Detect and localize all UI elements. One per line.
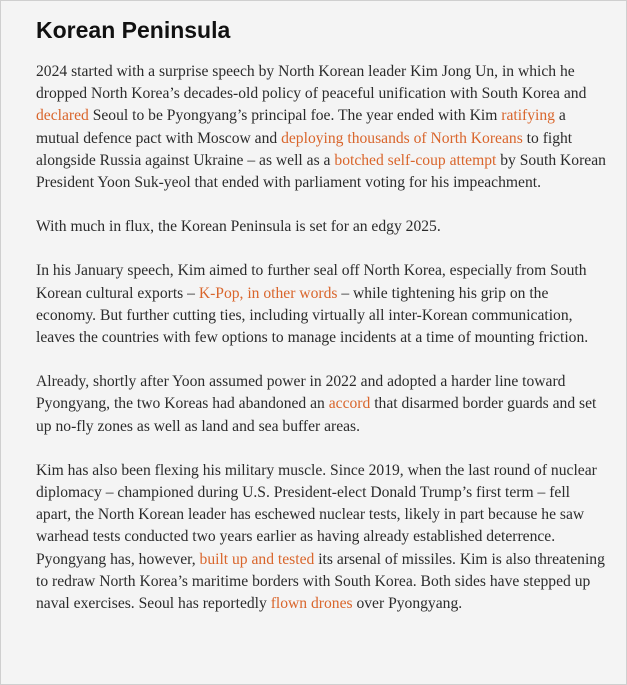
article-title: Korean Peninsula [36, 17, 231, 43]
text-segment: its arsenal of missiles. Kim is also threatening to redraw North Korea’s maritime borders with South Korea. Both sides have stepped up naval exercises. Seoul has reportedly [36, 550, 605, 613]
paragraph-2 [36, 216, 606, 238]
paragraph-5 [36, 460, 606, 615]
paragraph-3 [36, 260, 606, 349]
text-segment: to fight alongside Russia against Ukraine – as well as a [36, 129, 573, 169]
link-declared[interactable]: declared [36, 107, 89, 125]
link-accord[interactable]: accord [328, 395, 371, 413]
text-segment: With much in flux, the Korean Peninsula is set for an edgy 2025. [36, 218, 441, 236]
text-segment: that disarmed border guards and set up no-fly zones as well as land and sea buffer areas. [36, 395, 597, 435]
article-body [36, 61, 606, 637]
link-ratifying[interactable]: ratifying [501, 107, 555, 125]
text-segment: In his January speech, Kim aimed to further seal off North Korea, especially from South Korean cultural exports – [36, 262, 587, 302]
text-segment: Already, shortly after Yoon assumed power in 2022 and adopted a harder line toward Pyongyang, the two Koreas had abandoned an [36, 373, 566, 413]
link-kpop[interactable]: K-Pop, in other words [198, 284, 338, 302]
text-segment: a mutual defence pact with Moscow and [36, 107, 566, 147]
link-built-up-and-tested[interactable]: built up and tested [199, 550, 315, 568]
paragraph-1 [36, 61, 606, 194]
text-segment: Seoul to be Pyongyang’s principal foe. The year ended with Kim [88, 107, 502, 125]
paragraph-4 [36, 371, 606, 438]
text-segment: over Pyongyang. [352, 595, 463, 613]
text-segment: – while tightening his grip on the economy. But further cutting ties, including virtually all inter-Korean communication, leaves the countries with few options to manage incidents at a time of mounting friction. [36, 284, 589, 347]
link-deploying-troops[interactable]: deploying thousands of North Koreans [281, 129, 523, 147]
text-segment: 2024 started with a surprise speech by North Korean leader Kim Jong Un, in which he dropped North Korea’s decades-old policy of peaceful unification with South Korea and [36, 63, 587, 103]
text-segment: by South Korean President Yoon Suk-yeol that ended with parliament voting for his impeachment. [36, 151, 606, 192]
link-flown-drones[interactable]: flown drones [270, 595, 353, 613]
link-botched-self-coup[interactable]: botched self-coup attempt [334, 151, 497, 169]
text-segment: Kim has also been flexing his military muscle. Since 2019, when the last round of nuclear diplomacy – championed during U.S. President-elect Donald Trump’s first term – fell apart, the North Korean leader has eschewed nuclear tests, likely in part because he saw warhead tests conducted two years earlier as having already established deterrence. Pyongyang has, however, [36, 461, 597, 568]
